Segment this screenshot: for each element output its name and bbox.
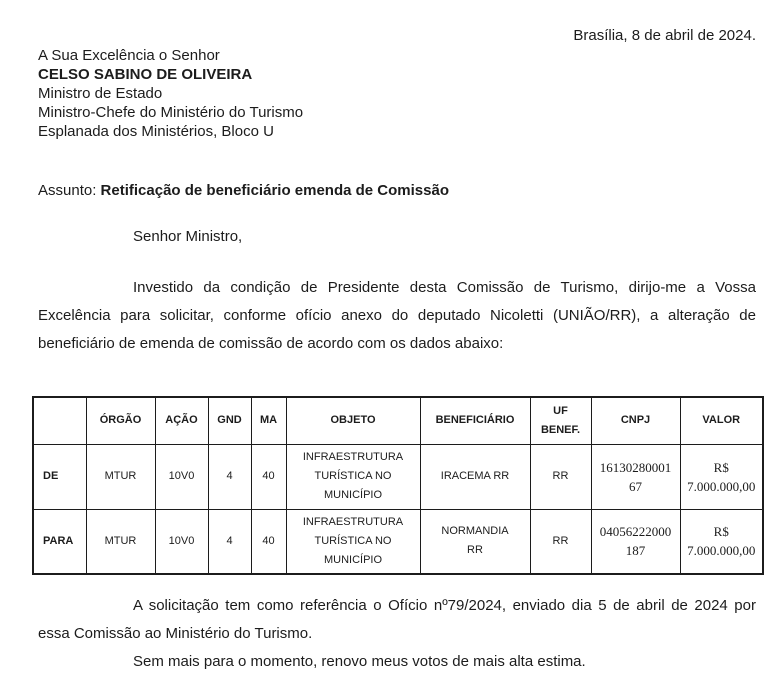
cell-objeto: INFRAESTRUTURA TURÍSTICA NO MUNICÍPIO [286, 444, 420, 509]
cnpj-line-2: 67 [629, 478, 642, 494]
cell-label: PARA [33, 509, 86, 574]
table-row-para [33, 509, 763, 574]
cell-objeto: INFRAESTRUTURA TURÍSTICA NO MUNICÍPIO [286, 509, 420, 574]
header-valor: VALOR [680, 397, 763, 444]
header-uf-benef: UF BENEF. [530, 397, 591, 444]
header-row-label [33, 397, 86, 444]
cell-valor [680, 444, 763, 509]
cell-beneficiario [420, 509, 530, 574]
table-header-row [33, 397, 763, 444]
cell-orgao: MTUR [86, 509, 155, 574]
cell-cnpj [591, 509, 680, 574]
cnpj-line-1: 04056222000 [599, 524, 672, 540]
cell-gnd: 4 [208, 509, 251, 574]
subject-line [38, 181, 756, 200]
beneficiary-table [32, 396, 764, 575]
cell-valor [680, 509, 763, 574]
recipient-name: CELSO SABINO DE OLIVEIRA [38, 66, 253, 83]
header-orgao: ÓRGÃO [86, 397, 155, 444]
cell-gnd: 4 [208, 444, 251, 509]
date-line: Brasília, 8 de abril de 2024. [573, 27, 756, 44]
header-gnd: GND [208, 397, 251, 444]
recipient-address: Esplanada dos Ministérios, Bloco U [38, 123, 274, 140]
cell-acao: 10V0 [155, 509, 208, 574]
cnpj-line-2: 187 [625, 543, 646, 559]
closing-line: Sem mais para o momento, renovo meus votos de mais alta estima. [133, 653, 586, 670]
cell-orgao: MTUR [86, 444, 155, 509]
valor-amount: 7.000.000,00 [687, 478, 756, 494]
table-row-de [33, 444, 763, 509]
subject-label: Assunto: [38, 182, 101, 199]
cell-cnpj [591, 444, 680, 509]
beneficiario-line-1: NORMANDIA [441, 525, 509, 538]
header-ma: MA [251, 397, 286, 444]
cnpj-line-1: 16130280001 [599, 459, 672, 475]
subject-text: Retificação de beneficiário emenda de Comissão [100, 182, 449, 199]
beneficiario-line-1: IRACEMA RR [440, 470, 510, 482]
valor-currency: R$ [713, 459, 729, 475]
recipient-salute: A Sua Excelência o Senhor [38, 47, 220, 64]
body-paragraph-1: Investido da condição de Presidente desta Comissão de Turismo, dirijo-me a Vossa Excelência para solicitar, conforme ofício anexo do deputado Nicoletti (UNIÃO/RR), a alteração de beneficiário de emenda de comissão de acordo com os dados abaixo: [38, 279, 756, 352]
recipient-title-2: Ministro-Chefe do Ministério do Turismo [38, 104, 304, 121]
cell-acao: 10V0 [155, 444, 208, 509]
header-beneficiario: BENEFICIÁRIO [420, 397, 530, 444]
cell-label: DE [33, 444, 86, 509]
header-cnpj: CNPJ [591, 397, 680, 444]
valor-amount: 7.000.000,00 [687, 543, 756, 559]
recipient-block [38, 46, 756, 141]
body-paragraph-2: A solicitação tem como referência o Ofício nº79/2024, enviado dia 5 de abril de 2024 por essa Comissão ao Ministério do Turismo. [38, 597, 756, 642]
cell-uf-benef: RR [530, 509, 591, 574]
recipient-title-1: Ministro de Estado [38, 85, 163, 102]
salutation: Senhor Ministro, [133, 228, 243, 245]
cell-uf-benef: RR [530, 444, 591, 509]
header-objeto: OBJETO [286, 397, 420, 444]
cell-beneficiario [420, 444, 530, 509]
cell-ma: 40 [251, 509, 286, 574]
header-acao: AÇÃO [155, 397, 208, 444]
valor-currency: R$ [713, 524, 729, 540]
beneficiario-line-2: RR [467, 544, 483, 557]
cell-ma: 40 [251, 444, 286, 509]
